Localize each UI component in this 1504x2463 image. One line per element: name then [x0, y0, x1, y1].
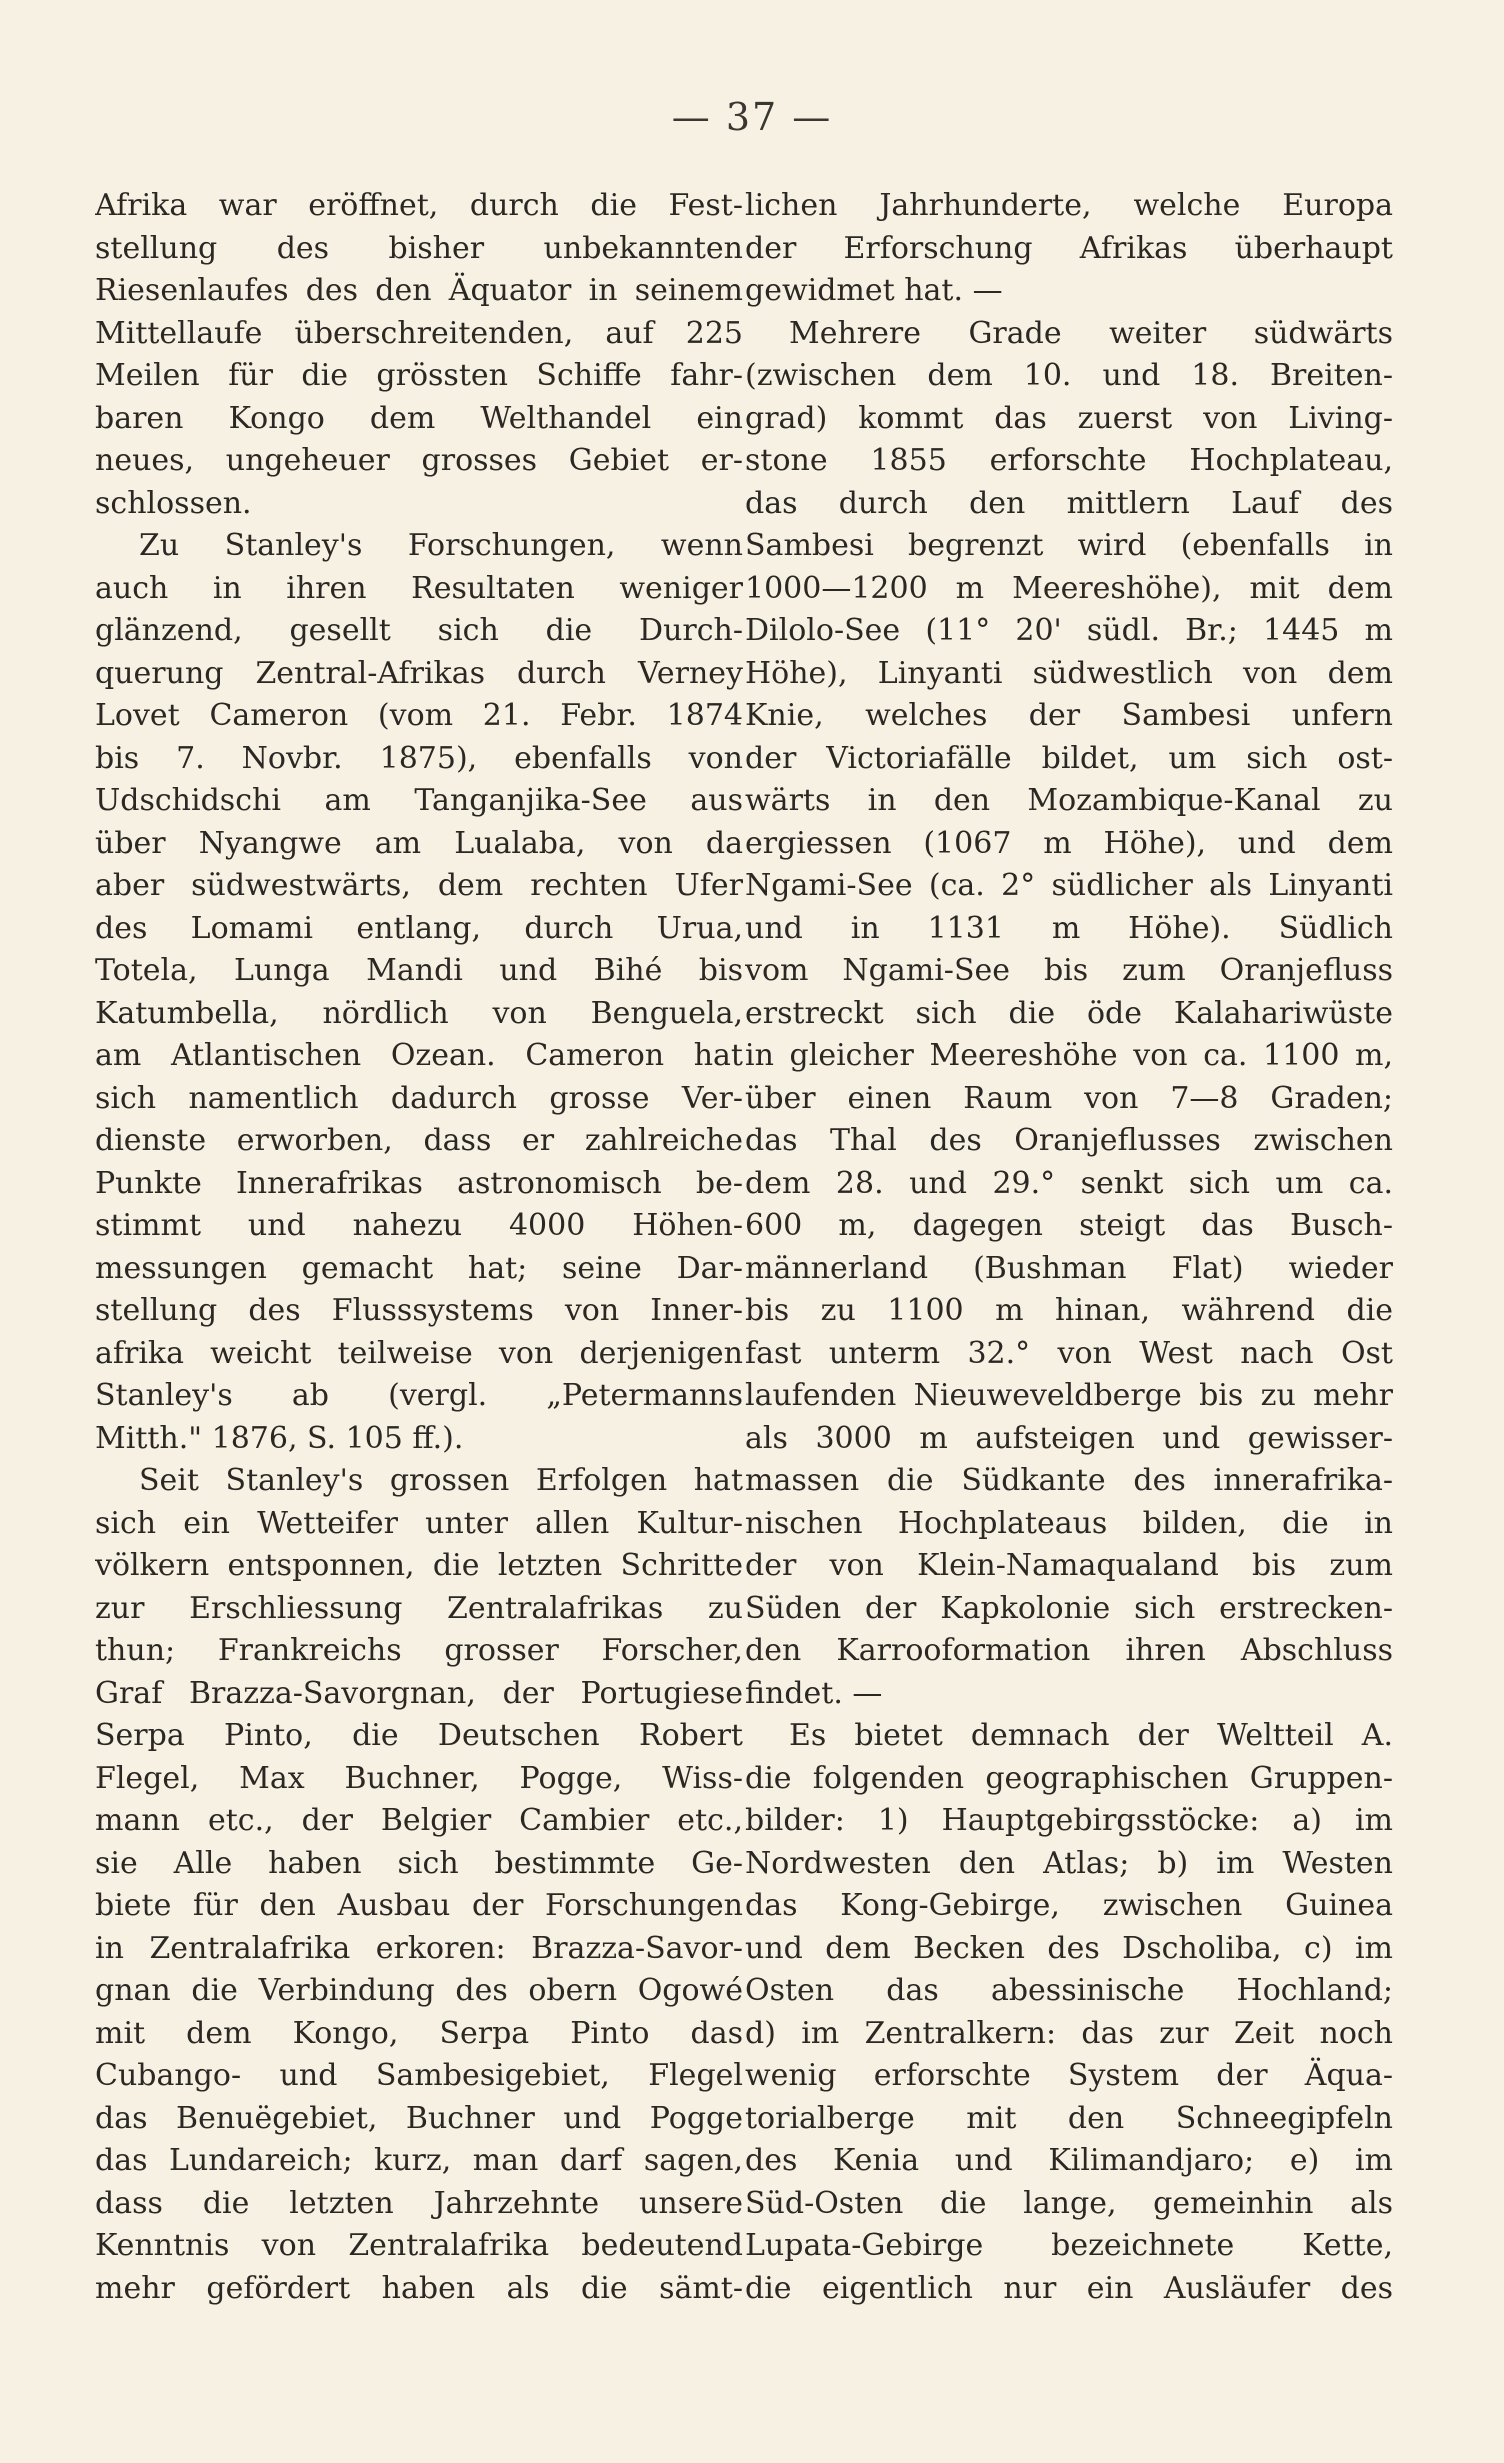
text-line: Graf Brazza-Savorgnan, der Portugiese: [95, 1675, 743, 1711]
text-line: der Victoriafälle bildet, um sich ost-: [745, 740, 1393, 776]
text-line: Udschidschi am Tanganjika-See aus: [95, 783, 743, 818]
text-line: sie Alle haben sich bestimmte Ge-: [95, 1845, 743, 1881]
text-line: erstreckt sich die öde Kalahariwüste: [745, 995, 1393, 1031]
text-line: gnan die Verbindung des obern Ogowé: [95, 1973, 743, 2008]
text-line: Afrika war eröffnet, durch die Fest-: [95, 188, 743, 223]
text-line: sich ein Wetteifer unter allen Kultur-: [95, 1505, 743, 1541]
text-line: Osten das abessinische Hochland;: [745, 1973, 1393, 2008]
text-line: 1000—1200 m Meereshöhe), mit dem: [745, 570, 1393, 606]
text-line: bis 7. Novbr. 1875), ebenfalls von: [95, 740, 743, 776]
text-line: gewidmet hat. —: [745, 273, 1003, 308]
text-line: massen die Südkante des innerafrika-: [745, 1463, 1393, 1498]
text-line: männerland (Bushman Flat) wieder: [745, 1250, 1393, 1286]
text-line: aber südwestwärts, dem rechten Ufer: [95, 868, 743, 903]
text-line: thun; Frankreichs grosser Forscher,: [95, 1633, 743, 1668]
text-line: stellung des bisher unbekannten: [95, 230, 743, 266]
text-line: Totela, Lunga Mandi und Bihé bis: [95, 953, 743, 988]
text-line: findet. —: [745, 1675, 883, 1711]
left-column: [95, 185, 743, 2310]
text-line: das Thal des Oranjeflusses zwischen: [745, 1123, 1393, 1158]
text-line: des Kenia und Kilimandjaro; e) im: [745, 2143, 1393, 2178]
text-line: nischen Hochplateaus bilden, die in: [745, 1505, 1393, 1541]
text-line: afrika weicht teilweise von derjenigen: [95, 1335, 743, 1371]
text-line: bis zu 1100 m hinan, während die: [745, 1293, 1393, 1328]
text-line: das Benuëgebiet, Buchner und Pogge: [95, 2100, 743, 2136]
text-line: Es bietet demnach der Weltteil A.: [789, 1718, 1393, 1753]
text-line: die eigentlich nur ein Ausläufer des: [745, 2270, 1393, 2306]
text-line: Zu Stanley's Forschungen, wenn: [139, 528, 743, 563]
text-line: Ngami-See (ca. 2° südlicher als Linyanti: [745, 868, 1393, 903]
text-line: völkern entsponnen, die letzten Schritte: [95, 1548, 743, 1583]
text-line: das Lundareich; kurz, man darf sagen,: [95, 2143, 743, 2178]
text-line: am Atlantischen Ozean. Cameron hat: [95, 1038, 743, 1073]
text-line: in gleicher Meereshöhe von ca. 1100 m,: [745, 1038, 1393, 1073]
text-line: neues, ungeheuer grosses Gebiet er-: [95, 443, 743, 478]
text-line: (zwischen dem 10. und 18. Breiten-: [745, 358, 1393, 393]
text-line: mann etc., der Belgier Cambier etc.,: [95, 1803, 743, 1838]
text-line: Punkte Innerafrikas astronomisch be-: [95, 1165, 743, 1201]
page-number: — 37 —: [671, 95, 833, 139]
text-line: Katumbella, nördlich von Benguela,: [95, 995, 743, 1031]
text-line: Süd-Osten die lange, gemeinhin als: [745, 2185, 1393, 2221]
text-line: laufenden Nieuweveldberge bis zu mehr: [745, 1378, 1393, 1413]
text-line: dass die letzten Jahrzehnte unsere: [95, 2185, 743, 2221]
text-line: Mittellaufe überschreitenden, auf 225: [95, 315, 743, 351]
text-line: des Lomami entlang, durch Urua,: [95, 910, 743, 946]
text-line: Knie, welches der Sambesi unfern: [745, 698, 1393, 733]
text-line: Mitth." 1876, S. 105 ff.).: [95, 1420, 464, 1456]
text-line: Serpa Pinto, die Deutschen Robert: [95, 1718, 743, 1753]
text-line: querung Zentral-Afrikas durch Verney: [95, 655, 743, 691]
text-line: Flegel, Max Buchner, Pogge, Wiss-: [95, 1760, 743, 1796]
text-line: in Zentralafrika erkoren: Brazza-Savor-: [95, 1930, 743, 1966]
text-line: und in 1131 m Höhe). Südlich: [745, 910, 1393, 946]
text-line: stellung des Flusssystems von Inner-: [95, 1293, 743, 1328]
text-line: Cubango- und Sambesigebiet, Flegel: [95, 2058, 743, 2093]
text-line: Lupata-Gebirge bezeichnete Kette,: [745, 2228, 1393, 2263]
text-line: Meilen für die grössten Schiffe fahr-: [95, 358, 743, 393]
text-line: über einen Raum von 7—8 Graden;: [745, 1080, 1393, 1116]
text-line: lichen Jahrhunderte, welche Europa: [745, 188, 1393, 223]
text-line: der von Klein-Namaqualand bis zum: [745, 1548, 1393, 1583]
text-line: dem 28. und 29.° senkt sich um ca.: [745, 1165, 1393, 1201]
text-line: zur Erschliessung Zentralafrikas zu: [95, 1590, 743, 1626]
text-line: wärts in den Mozambique-Kanal zu: [745, 783, 1393, 818]
right-column: [745, 185, 1393, 2310]
text-line: Süden der Kapkolonie sich erstrecken-: [745, 1590, 1393, 1626]
text-line: als 3000 m aufsteigen und gewisser-: [745, 1420, 1393, 1456]
text-line: das Kong-Gebirge, zwischen Guinea: [745, 1888, 1393, 1923]
text-line: schlossen.: [95, 485, 252, 521]
text-line: Lovet Cameron (vom 21. Febr. 1874: [95, 698, 743, 733]
text-line: Stanley's ab (vergl. „Petermanns: [95, 1378, 743, 1413]
text-line: bilder: 1) Hauptgebirgsstöcke: a) im: [745, 1803, 1393, 1838]
text-line: d) im Zentralkern: das zur Zeit noch: [745, 2015, 1393, 2051]
text-line: die folgenden geographischen Gruppen-: [745, 1760, 1393, 1796]
text-line: glänzend, gesellt sich die Durch-: [95, 613, 743, 648]
text-line: baren Kongo dem Welthandel ein: [95, 400, 743, 436]
text-line: torialberge mit den Schneegipfeln: [745, 2100, 1393, 2136]
text-line: Höhe), Linyanti südwestlich von dem: [745, 655, 1393, 691]
text-line: fast unterm 32.° von West nach Ost: [745, 1335, 1393, 1371]
text-line: mehr gefördert haben als die sämt-: [95, 2270, 743, 2306]
text-line: Sambesi begrenzt wird (ebenfalls in: [745, 528, 1393, 563]
text-line: Kenntnis von Zentralafrika bedeutend: [95, 2228, 743, 2263]
text-line: stone 1855 erforschte Hochplateau,: [745, 443, 1393, 478]
text-line: den Karrooformation ihren Abschluss: [745, 1633, 1393, 1668]
text-line: Seit Stanley's grossen Erfolgen hat: [139, 1463, 743, 1498]
text-line: Riesenlaufes des den Äquator in seinem: [95, 273, 743, 308]
text-line: sich namentlich dadurch grosse Ver-: [95, 1080, 743, 1116]
text-line: stimmt und nahezu 4000 Höhen-: [95, 1208, 743, 1243]
text-line: grad) kommt das zuerst von Living-: [745, 400, 1393, 436]
text-line: wenig erforschte System der Äqua-: [745, 2058, 1393, 2093]
text-line: mit dem Kongo, Serpa Pinto das: [95, 2015, 743, 2051]
text-line: Dilolo-See (11° 20' südl. Br.; 1445 m: [745, 613, 1393, 648]
text-line: messungen gemacht hat; seine Dar-: [95, 1250, 743, 1286]
text-line: biete für den Ausbau der Forschungen: [95, 1888, 743, 1923]
text-line: und dem Becken des Dscholiba, c) im: [745, 1930, 1393, 1966]
text-line: Mehrere Grade weiter südwärts: [789, 315, 1393, 351]
text-line: das durch den mittlern Lauf des: [745, 485, 1393, 521]
text-line: der Erforschung Afrikas überhaupt: [745, 230, 1393, 266]
text-line: ergiessen (1067 m Höhe), und dem: [745, 825, 1393, 861]
text-line: dienste erworben, dass er zahlreiche: [95, 1123, 743, 1158]
text-line: vom Ngami-See bis zum Oranjefluss: [745, 953, 1393, 988]
text-line: über Nyangwe am Lualaba, von da: [95, 825, 743, 861]
text-line: auch in ihren Resultaten weniger: [95, 570, 743, 606]
text-line: 600 m, dagegen steigt das Busch-: [745, 1208, 1393, 1243]
text-line: Nordwesten den Atlas; b) im Westen: [745, 1845, 1393, 1881]
